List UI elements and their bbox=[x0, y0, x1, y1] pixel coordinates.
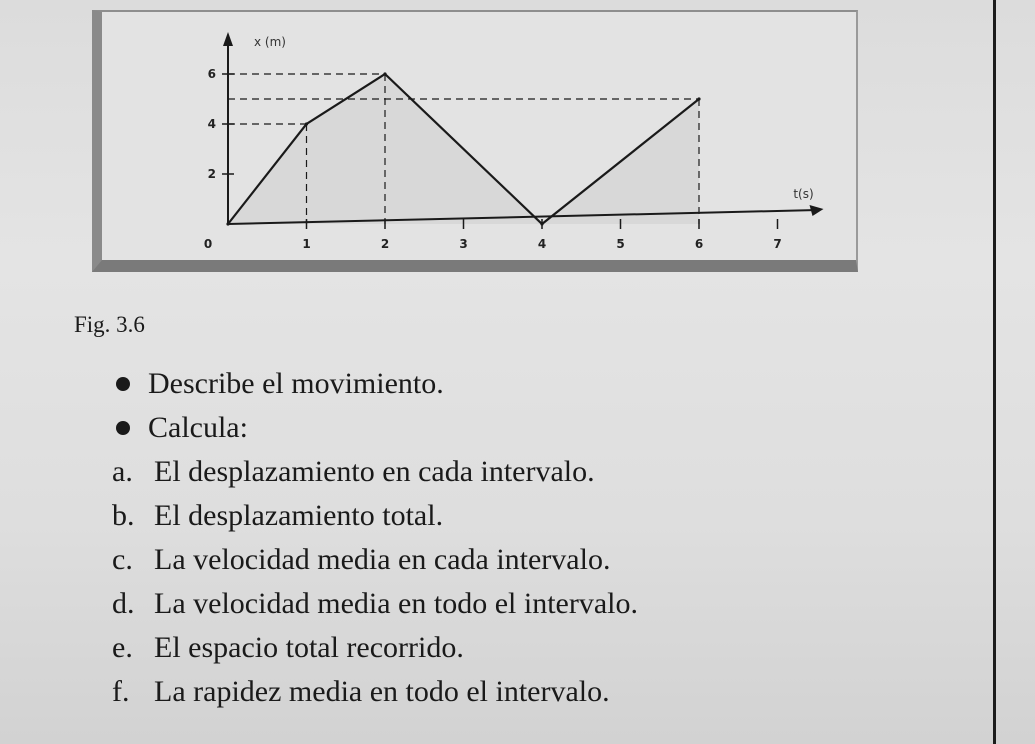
list-item: c. La velocidad media en cada intervalo. bbox=[112, 543, 611, 576]
data-point bbox=[305, 122, 308, 125]
position-time-chart bbox=[102, 12, 848, 260]
x-tick-label: 1 bbox=[302, 237, 311, 251]
page-divider bbox=[993, 0, 996, 744]
x-axis-arrow-icon bbox=[810, 205, 824, 216]
data-point bbox=[540, 222, 543, 225]
list-item: Calcula: bbox=[112, 406, 972, 450]
y-axis-arrow-icon bbox=[223, 32, 233, 46]
list-item: b. El desplazamiento total. bbox=[112, 499, 444, 532]
y-axis-label: x (m) bbox=[254, 35, 286, 49]
y-tick-label: 4 bbox=[207, 117, 216, 131]
x-tick-label: 3 bbox=[459, 237, 468, 251]
list-item: a. El desplazamiento en cada intervalo. bbox=[112, 455, 595, 488]
x-tick-label: 0 bbox=[203, 237, 213, 251]
exercise-list bbox=[112, 362, 972, 714]
x-tick-label: 5 bbox=[616, 237, 625, 251]
y-tick-label: 2 bbox=[207, 167, 216, 181]
data-point bbox=[226, 222, 229, 225]
bullet-icon bbox=[116, 421, 130, 435]
figure-caption: Fig. 3.6 bbox=[74, 312, 145, 337]
list-item: Describe el movimiento. bbox=[112, 362, 972, 406]
figure-frame bbox=[92, 10, 858, 272]
list-item: d. La velocidad media en todo el intervalo. bbox=[112, 587, 638, 620]
bullet-icon bbox=[116, 377, 130, 391]
x-tick-label: 2 bbox=[380, 237, 390, 251]
x-axis-label: t(s) bbox=[793, 187, 814, 201]
x-tick-label: 7 bbox=[773, 237, 782, 251]
y-tick-label: 6 bbox=[207, 67, 216, 81]
data-point bbox=[697, 97, 700, 100]
data-point bbox=[383, 72, 386, 75]
list-item: e. El espacio total recorrido. bbox=[112, 631, 464, 664]
list-item: f. La rapidez media en todo el intervalo. bbox=[112, 675, 610, 708]
x-tick-label: 6 bbox=[694, 237, 704, 251]
x-tick-label: 4 bbox=[537, 237, 547, 251]
